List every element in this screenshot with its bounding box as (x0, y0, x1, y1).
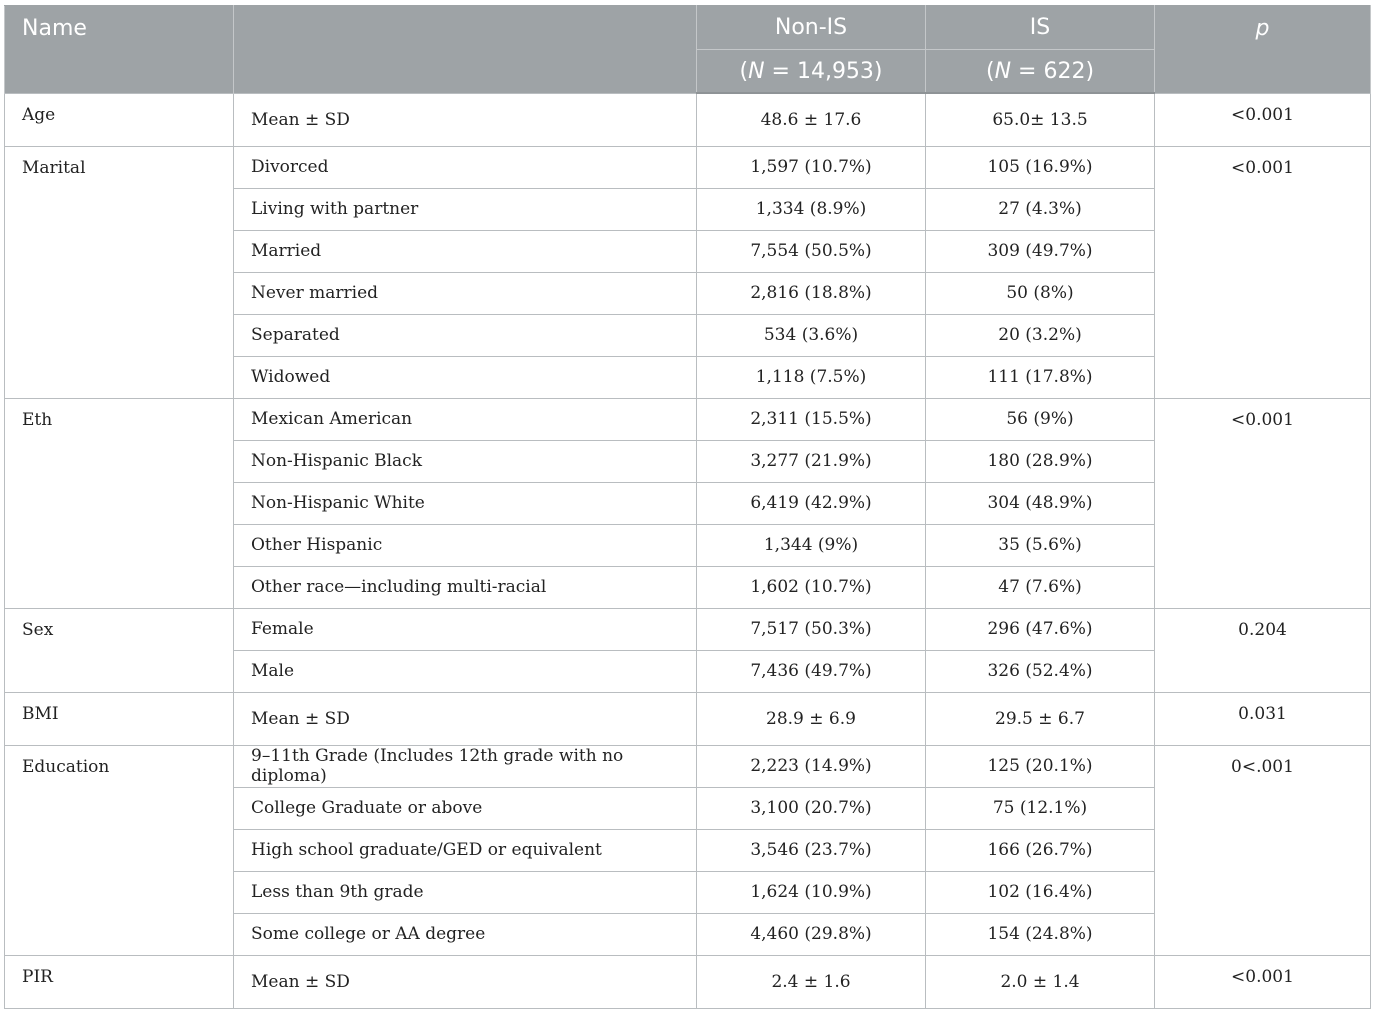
variable-name: BMI (5, 692, 234, 745)
category-cell: Other Hispanic (234, 524, 697, 566)
variable-name: Sex (5, 608, 234, 692)
is-value: 20 (3.2%) (926, 314, 1155, 356)
non-is-value: 7,517 (50.3%) (697, 608, 926, 650)
is-value: 125 (20.1%) (926, 745, 1155, 787)
is-value: 2.0 ± 1.4 (926, 955, 1155, 1008)
is-value: 296 (47.6%) (926, 608, 1155, 650)
non-is-value: 1,602 (10.7%) (697, 566, 926, 608)
category-cell: Widowed (234, 356, 697, 398)
variable-name: Eth (5, 398, 234, 608)
is-value: 304 (48.9%) (926, 482, 1155, 524)
table-row (5, 398, 1371, 440)
is-value: 75 (12.1%) (926, 787, 1155, 829)
non-is-value: 2,311 (15.5%) (697, 398, 926, 440)
category-cell: Married (234, 230, 697, 272)
header-is: IS (926, 6, 1155, 50)
category-cell: Mean ± SD (234, 692, 697, 745)
non-is-value: 6,419 (42.9%) (697, 482, 926, 524)
category-cell: High school graduate/GED or equivalent (234, 829, 697, 871)
variable-name: Marital (5, 146, 234, 398)
p-value: <0.001 (1155, 146, 1371, 398)
p-value: <0.001 (1155, 398, 1371, 608)
non-is-value: 1,118 (7.5%) (697, 356, 926, 398)
category-cell: Separated (234, 314, 697, 356)
category-cell: Mean ± SD (234, 955, 697, 1008)
non-is-value: 7,554 (50.5%) (697, 230, 926, 272)
category-cell: College Graduate or above (234, 787, 697, 829)
table-body (5, 93, 1371, 1008)
p-value: <0.001 (1155, 93, 1371, 146)
non-is-value: 1,334 (8.9%) (697, 188, 926, 230)
p-value: 0.031 (1155, 692, 1371, 745)
non-is-value: 2,816 (18.8%) (697, 272, 926, 314)
category-cell: Other race—including multi-racial (234, 566, 697, 608)
p-value: 0<.001 (1155, 745, 1371, 955)
is-value: 65.0± 13.5 (926, 93, 1155, 146)
non-is-value: 3,277 (21.9%) (697, 440, 926, 482)
category-cell: Some college or AA degree (234, 913, 697, 955)
table-row (5, 692, 1371, 745)
category-cell: Divorced (234, 146, 697, 188)
non-is-value: 1,344 (9%) (697, 524, 926, 566)
is-value: 56 (9%) (926, 398, 1155, 440)
category-cell: Female (234, 608, 697, 650)
is-value: 166 (26.7%) (926, 829, 1155, 871)
category-cell: Living with partner (234, 188, 697, 230)
table-row (5, 745, 1371, 787)
header-p: p (1155, 6, 1371, 94)
category-cell: Mean ± SD (234, 93, 697, 146)
variable-name: Age (5, 93, 234, 146)
is-value: 29.5 ± 6.7 (926, 692, 1155, 745)
category-cell: Mexican American (234, 398, 697, 440)
is-value: 326 (52.4%) (926, 650, 1155, 692)
category-cell: 9–11th Grade (Includes 12th grade with no diploma) (234, 745, 697, 787)
category-cell: Never married (234, 272, 697, 314)
table-row (5, 608, 1371, 650)
category-cell: Non-Hispanic Black (234, 440, 697, 482)
table-row (5, 955, 1371, 1008)
header-category (234, 6, 697, 94)
p-value: <0.001 (1155, 955, 1371, 1008)
is-value: 309 (49.7%) (926, 230, 1155, 272)
header-non-is-n: (N = 14,953) (697, 50, 926, 94)
non-is-value: 1,597 (10.7%) (697, 146, 926, 188)
non-is-value: 1,624 (10.9%) (697, 871, 926, 913)
non-is-value: 48.6 ± 17.6 (697, 93, 926, 146)
non-is-value: 3,546 (23.7%) (697, 829, 926, 871)
is-value: 35 (5.6%) (926, 524, 1155, 566)
header-name: Name (5, 6, 234, 94)
non-is-value: 3,100 (20.7%) (697, 787, 926, 829)
non-is-value: 2,223 (14.9%) (697, 745, 926, 787)
characteristics-table (4, 5, 1371, 1009)
is-value: 50 (8%) (926, 272, 1155, 314)
non-is-value: 2.4 ± 1.6 (697, 955, 926, 1008)
category-cell: Male (234, 650, 697, 692)
is-value: 27 (4.3%) (926, 188, 1155, 230)
variable-name: PIR (5, 955, 234, 1008)
p-value: 0.204 (1155, 608, 1371, 692)
category-cell: Non-Hispanic White (234, 482, 697, 524)
is-value: 180 (28.9%) (926, 440, 1155, 482)
is-value: 154 (24.8%) (926, 913, 1155, 955)
is-value: 47 (7.6%) (926, 566, 1155, 608)
table-row (5, 93, 1371, 146)
table-header (5, 6, 1371, 94)
non-is-value: 534 (3.6%) (697, 314, 926, 356)
header-is-n: (N = 622) (926, 50, 1155, 94)
non-is-value: 4,460 (29.8%) (697, 913, 926, 955)
is-value: 105 (16.9%) (926, 146, 1155, 188)
is-value: 111 (17.8%) (926, 356, 1155, 398)
non-is-value: 7,436 (49.7%) (697, 650, 926, 692)
header-non-is: Non-IS (697, 6, 926, 50)
variable-name: Education (5, 745, 234, 955)
is-value: 102 (16.4%) (926, 871, 1155, 913)
non-is-value: 28.9 ± 6.9 (697, 692, 926, 745)
table-row (5, 146, 1371, 188)
category-cell: Less than 9th grade (234, 871, 697, 913)
